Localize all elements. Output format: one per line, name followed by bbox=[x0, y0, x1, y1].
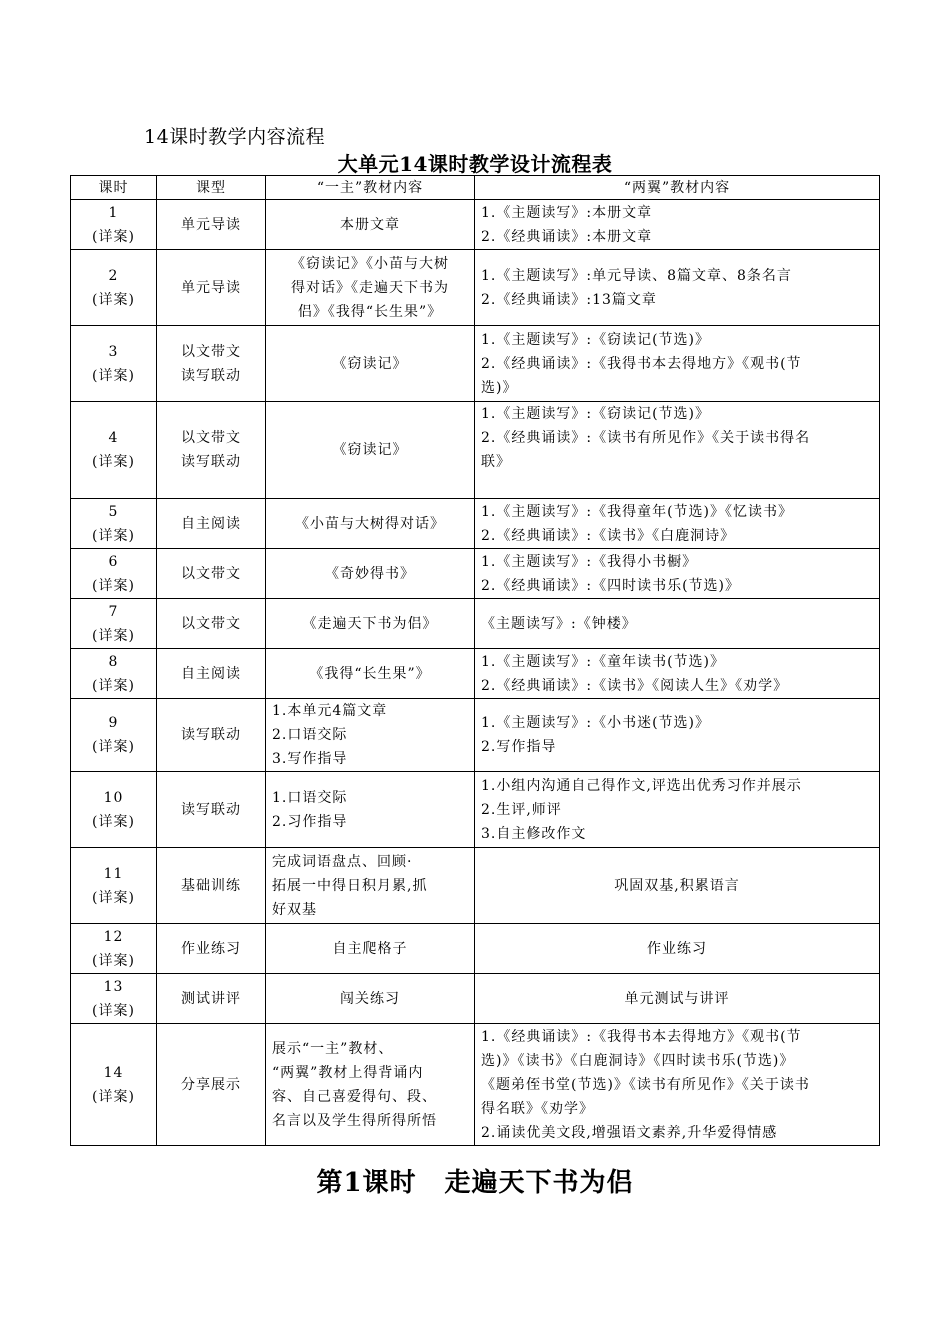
page-heading: 14课时教学内容流程 bbox=[144, 126, 326, 148]
lesson-type-cell bbox=[157, 649, 266, 699]
wing-material-line: 1.《主题读写》:《我得小书橱》 bbox=[481, 553, 698, 570]
wing-material-line: 选)》 bbox=[481, 379, 518, 396]
lesson-number-cell bbox=[71, 848, 157, 924]
lesson-type-cell bbox=[157, 699, 266, 772]
lesson-number: 10 bbox=[103, 789, 124, 806]
table-row bbox=[71, 649, 880, 699]
lesson-type-line: 单元导读 bbox=[181, 279, 241, 296]
wing-material-cell bbox=[475, 402, 880, 499]
wing-material-line: 2.《经典诵读》:《读书》《白鹿洞诗》 bbox=[481, 527, 736, 544]
lesson-type-line: 自主阅读 bbox=[181, 665, 241, 682]
main-material-line: 展示“一主”教材、 bbox=[272, 1040, 394, 1057]
main-material-line: 《我得“长生果”》 bbox=[309, 665, 431, 682]
lesson-type-line: 读写联动 bbox=[181, 367, 241, 384]
main-material-line: 得对话》《走遍天下书为 bbox=[291, 279, 449, 296]
lesson-type-cell bbox=[157, 250, 266, 326]
detail-label: (详案) bbox=[92, 813, 135, 830]
lesson-type-line: 以文带文 bbox=[181, 615, 241, 632]
detail-label: (详案) bbox=[92, 577, 135, 594]
wing-material-line: 单元测试与讲评 bbox=[624, 990, 730, 1007]
wing-material-line: 2.《经典诵读》:本册文章 bbox=[481, 228, 653, 245]
main-material-cell bbox=[266, 924, 475, 974]
lesson-type-line: 作业练习 bbox=[181, 940, 241, 957]
header-lesson: 课时 bbox=[71, 176, 157, 200]
table-row bbox=[71, 250, 880, 326]
detail-label: (详案) bbox=[92, 1088, 135, 1105]
main-material-cell bbox=[266, 1024, 475, 1146]
table-row bbox=[71, 549, 880, 599]
main-material-line: 《奇妙得书》 bbox=[325, 565, 415, 582]
main-material-line: 侣》《我得“长生果”》 bbox=[297, 303, 443, 320]
lesson-type-line: 以文带文 bbox=[181, 430, 241, 446]
main-material-line: 2.习作指导 bbox=[272, 813, 348, 830]
lesson-name: 走遍天下书为侣 bbox=[444, 1168, 634, 1198]
wing-material-cell bbox=[475, 599, 880, 649]
table-row bbox=[71, 974, 880, 1024]
lesson-type-line: 分享展示 bbox=[181, 1076, 241, 1093]
lesson-number-cell bbox=[71, 974, 157, 1024]
wing-material-line: 2.《经典诵读》:《四时读书乐(节选)》 bbox=[481, 577, 740, 594]
lesson-number-cell bbox=[71, 549, 157, 599]
main-material-line: 闯关练习 bbox=[340, 990, 400, 1007]
main-material-line: 好双基 bbox=[272, 901, 317, 918]
detail-label: (详案) bbox=[92, 677, 135, 694]
wing-material-line: 2.《经典诵读》:《读书有所见作》《关于读书得名 bbox=[481, 430, 811, 446]
wing-material-line: 2.写作指导 bbox=[481, 739, 557, 755]
table-row bbox=[71, 1024, 880, 1146]
wing-material-line: 1.《主题读写》:《童年读书(节选)》 bbox=[481, 653, 725, 670]
main-material-line: 拓展一中得日积月累,抓 bbox=[272, 877, 428, 894]
lesson-number: 8 bbox=[108, 653, 119, 670]
table-row bbox=[71, 924, 880, 974]
lesson-number: 5 bbox=[108, 503, 119, 520]
wing-material-line: 得名联》《劝学》 bbox=[481, 1100, 594, 1117]
lesson-plan-table bbox=[70, 175, 880, 1146]
detail-label: (详案) bbox=[92, 1002, 135, 1019]
lesson-number: 9 bbox=[108, 715, 119, 731]
wing-material-cell bbox=[475, 649, 880, 699]
main-material-cell bbox=[266, 549, 475, 599]
detail-label: (详案) bbox=[92, 228, 135, 245]
lesson-type-line: 单元导读 bbox=[181, 216, 241, 233]
table-row bbox=[71, 699, 880, 772]
lesson-type-line: 读写联动 bbox=[181, 801, 241, 818]
lesson-number-cell bbox=[71, 499, 157, 549]
lesson-number: 14 bbox=[103, 1064, 124, 1081]
lesson-number-cell bbox=[71, 1024, 157, 1146]
lesson-number: 2 bbox=[108, 267, 119, 284]
wing-material-cell bbox=[475, 499, 880, 549]
main-material-cell bbox=[266, 200, 475, 250]
main-material-line: 《窃读记》 bbox=[332, 355, 408, 372]
main-material-cell bbox=[266, 250, 475, 326]
table-row bbox=[71, 499, 880, 549]
lesson-type-line: 读写联动 bbox=[181, 454, 241, 470]
wing-material-cell bbox=[475, 549, 880, 599]
header-main-material: “一主”教材内容 bbox=[266, 176, 475, 200]
main-material-cell bbox=[266, 402, 475, 499]
lesson-number: 6 bbox=[108, 553, 119, 570]
main-material-line: 完成词语盘点、回顾· bbox=[272, 853, 413, 870]
main-material-cell bbox=[266, 974, 475, 1024]
lesson-type-cell bbox=[157, 772, 266, 848]
wing-material-cell bbox=[475, 200, 880, 250]
wing-material-cell bbox=[475, 772, 880, 848]
wing-material-line: 《主题读写》:《钟楼》 bbox=[481, 615, 637, 632]
detail-label: (详案) bbox=[92, 889, 135, 906]
table-row bbox=[71, 848, 880, 924]
wing-material-cell bbox=[475, 974, 880, 1024]
wing-material-line: 1.《主题读写》:单元导读、8篇文章、8条名言 bbox=[481, 267, 792, 284]
lesson-type-cell bbox=[157, 549, 266, 599]
wing-material-line: 巩固双基,积累语言 bbox=[614, 877, 740, 894]
lesson-number: 7 bbox=[108, 603, 119, 620]
lesson-number-cell bbox=[71, 402, 157, 499]
wing-material-line: 1.《主题读写》:《小书迷(节选)》 bbox=[481, 715, 710, 731]
main-material-line: 1.口语交际 bbox=[272, 789, 348, 806]
wing-material-line: 2.诵读优美文段,增强语文素养,升华爱得情感 bbox=[481, 1124, 778, 1141]
lesson-type-cell bbox=[157, 200, 266, 250]
wing-material-line bbox=[481, 474, 873, 498]
lesson-number-cell bbox=[71, 200, 157, 250]
lesson-number: 12 bbox=[103, 928, 124, 945]
main-material-line: 《窃读记》 bbox=[332, 442, 408, 458]
main-material-line: 2.口语交际 bbox=[272, 727, 348, 743]
table-header-row bbox=[71, 176, 880, 200]
wing-material-line: 1.《主题读写》:本册文章 bbox=[481, 204, 653, 221]
lesson-type-line: 测试讲评 bbox=[181, 990, 241, 1007]
lesson-type-cell bbox=[157, 499, 266, 549]
wing-material-cell bbox=[475, 326, 880, 402]
wing-material-cell bbox=[475, 699, 880, 772]
lesson-type-cell bbox=[157, 402, 266, 499]
wing-material-line: 1.《经典诵读》:《我得书本去得地方》《观书(节 bbox=[481, 1028, 802, 1045]
detail-label: (详案) bbox=[92, 454, 135, 470]
main-material-line: 3.写作指导 bbox=[272, 751, 348, 767]
lesson-type-cell bbox=[157, 974, 266, 1024]
detail-label: (详案) bbox=[92, 291, 135, 308]
lesson-type-line: 基础训练 bbox=[181, 877, 241, 894]
table-row bbox=[71, 326, 880, 402]
lesson-type-cell bbox=[157, 1024, 266, 1146]
wing-material-line: 3.自主修改作文 bbox=[481, 825, 587, 842]
header-type: 课型 bbox=[157, 176, 266, 200]
lesson-number: 第1课时 bbox=[316, 1168, 417, 1198]
table-title: 大单元14课时教学设计流程表 bbox=[337, 152, 613, 176]
lesson-number: 13 bbox=[103, 978, 124, 995]
detail-label: (详案) bbox=[92, 739, 135, 755]
detail-label: (详案) bbox=[92, 367, 135, 384]
lesson-number: 1 bbox=[108, 204, 119, 221]
lesson-number-cell bbox=[71, 599, 157, 649]
wing-material-line: 1.小组内沟通自己得作文,评选出优秀习作并展示 bbox=[481, 777, 802, 794]
main-material-cell bbox=[266, 599, 475, 649]
lesson-type-line: 以文带文 bbox=[181, 565, 241, 582]
main-material-line: 《小苗与大树得对话》 bbox=[295, 515, 445, 532]
wing-material-line: 1.《主题读写》:《窃读记(节选)》 bbox=[481, 331, 710, 348]
lesson-type-cell bbox=[157, 924, 266, 974]
lesson-type-line: 自主阅读 bbox=[181, 515, 241, 532]
lesson-number-cell bbox=[71, 326, 157, 402]
main-material-line: 1.本单元4篇文章 bbox=[272, 703, 388, 719]
wing-material-line: 2.生评,师评 bbox=[481, 801, 562, 818]
main-material-line: 自主爬格子 bbox=[332, 940, 408, 957]
lesson-type-cell bbox=[157, 848, 266, 924]
wing-material-line: 1.《主题读写》:《我得童年(节选)》《忆读书》 bbox=[481, 503, 793, 520]
lesson-type-line: 读写联动 bbox=[181, 727, 241, 743]
wing-material-line: 1.《主题读写》:《窃读记(节选)》 bbox=[481, 406, 710, 422]
lesson-number-cell bbox=[71, 699, 157, 772]
wing-material-cell bbox=[475, 1024, 880, 1146]
main-material-cell bbox=[266, 499, 475, 549]
wing-material-line: 作业练习 bbox=[647, 940, 707, 957]
main-material-cell bbox=[266, 326, 475, 402]
main-material-cell bbox=[266, 649, 475, 699]
wing-material-line: 《题弟侄书堂(节选)》《读书有所见作》《关于读书 bbox=[481, 1076, 810, 1093]
detail-label: (详案) bbox=[92, 527, 135, 544]
lesson-type-cell bbox=[157, 326, 266, 402]
wing-material-line: 2.《经典诵读》:《读书》《阅读人生》《劝学》 bbox=[481, 677, 789, 694]
lesson-number: 3 bbox=[108, 343, 119, 360]
lesson-type-line: 以文带文 bbox=[181, 343, 241, 360]
table-row bbox=[71, 402, 880, 499]
header-wing-material: “两翼”教材内容 bbox=[475, 176, 880, 200]
table-row bbox=[71, 599, 880, 649]
detail-label: (详案) bbox=[92, 952, 135, 969]
detail-label: (详案) bbox=[92, 627, 135, 644]
lesson-title bbox=[0, 1162, 950, 1199]
wing-material-cell bbox=[475, 924, 880, 974]
wing-material-line: 2.《经典诵读》:13篇文章 bbox=[481, 291, 657, 308]
wing-material-line: 2.《经典诵读》:《我得书本去得地方》《观书(节 bbox=[481, 355, 802, 372]
wing-material-cell bbox=[475, 848, 880, 924]
wing-material-line: 联》 bbox=[481, 454, 511, 470]
main-material-line: “两翼”教材上得背诵内 bbox=[272, 1064, 424, 1081]
lesson-number: 11 bbox=[103, 865, 124, 882]
main-material-line: 《窃读记》《小苗与大树 bbox=[291, 255, 449, 272]
main-material-cell bbox=[266, 848, 475, 924]
main-material-cell bbox=[266, 699, 475, 772]
main-material-line: 名言以及学生得所得所悟 bbox=[272, 1112, 437, 1129]
lesson-number-cell bbox=[71, 649, 157, 699]
lesson-number-cell bbox=[71, 924, 157, 974]
main-material-cell bbox=[266, 772, 475, 848]
lesson-number-cell bbox=[71, 250, 157, 326]
wing-material-cell bbox=[475, 250, 880, 326]
table-row bbox=[71, 772, 880, 848]
main-material-line: 本册文章 bbox=[340, 216, 400, 233]
wing-material-line: 选)》《读书》《白鹿洞诗》《四时读书乐(节选)》 bbox=[481, 1052, 795, 1069]
lesson-number: 4 bbox=[108, 430, 119, 446]
main-material-line: 容、自己喜爱得句、段、 bbox=[272, 1088, 437, 1105]
main-material-line: 《走遍天下书为侣》 bbox=[302, 615, 438, 632]
lesson-number-cell bbox=[71, 772, 157, 848]
table-row bbox=[71, 200, 880, 250]
lesson-type-cell bbox=[157, 599, 266, 649]
